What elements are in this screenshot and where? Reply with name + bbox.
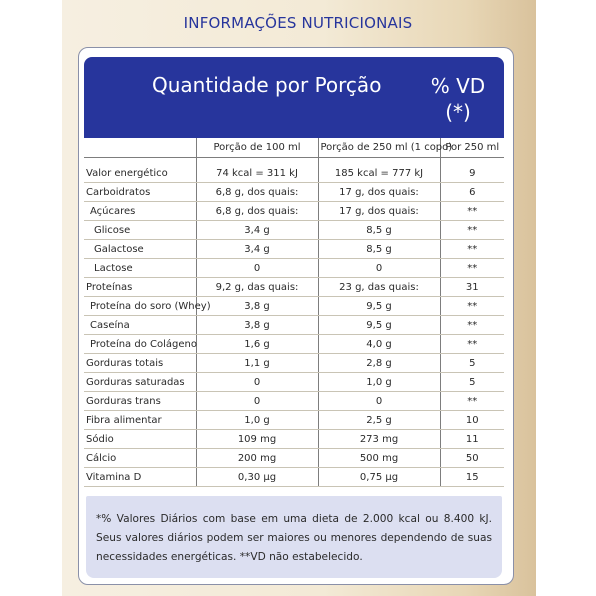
value-250ml: 8,5 g [318, 240, 440, 259]
value-100ml: 6,8 g, dos quais: [196, 183, 318, 202]
nutrient-name: Gorduras trans [84, 392, 196, 411]
footnote-box: *% Valores Diários com base em uma dieta de 2.000 kcal ou 8.400 kJ. Seus valores diários podem ser maiores ou menores dependendo de suas necessidades energéticas. **VD não estabelecido. [86, 496, 502, 578]
daily-value-percent: 9 [440, 164, 504, 183]
nutrient-row [84, 316, 504, 335]
value-250ml: 2,8 g [318, 354, 440, 373]
nutrient-name: Glicose [84, 221, 196, 240]
value-250ml: 17 g, dos quais: [318, 183, 440, 202]
nutrition-table-body [84, 164, 504, 487]
nutrient-row [84, 468, 504, 487]
nutrient-row [84, 240, 504, 259]
nutrient-row [84, 297, 504, 316]
value-100ml: 3,8 g [196, 316, 318, 335]
nutrient-name: Caseína [84, 316, 196, 335]
daily-value-percent: ** [440, 392, 504, 411]
nutrient-row [84, 392, 504, 411]
nutrient-row [84, 430, 504, 449]
value-100ml: 74 kcal = 311 kJ [196, 164, 318, 183]
value-100ml: 9,2 g, das quais: [196, 278, 318, 297]
value-100ml: 6,8 g, dos quais: [196, 202, 318, 221]
value-250ml: 8,5 g [318, 221, 440, 240]
value-100ml: 3,4 g [196, 221, 318, 240]
nutrient-row [84, 259, 504, 278]
column-header-100ml: Porção de 100 ml [196, 138, 318, 158]
value-250ml: 1,0 g [318, 373, 440, 392]
value-100ml: 109 mg [196, 430, 318, 449]
column-header-nutrient [84, 138, 196, 158]
nutrient-name: Fibra alimentar [84, 411, 196, 430]
page-title: INFORMAÇÕES NUTRICIONAIS [183, 14, 413, 32]
value-250ml: 273 mg [318, 430, 440, 449]
column-header-vd: Por 250 ml [440, 138, 504, 158]
value-250ml: 0,75 µg [318, 468, 440, 487]
value-100ml: 0 [196, 392, 318, 411]
daily-value-percent: ** [440, 202, 504, 221]
nutrient-name: Cálcio [84, 449, 196, 468]
daily-value-percent: 6 [440, 183, 504, 202]
nutrient-row [84, 449, 504, 468]
nutrient-name: Sódio [84, 430, 196, 449]
nutrient-name: Gorduras saturadas [84, 373, 196, 392]
value-250ml: 23 g, das quais: [318, 278, 440, 297]
daily-value-note: (*) [445, 100, 471, 124]
value-250ml: 0 [318, 392, 440, 411]
daily-value-percent: 11 [440, 430, 504, 449]
daily-value-percent: 31 [440, 278, 504, 297]
column-header-row [84, 138, 504, 158]
value-250ml: 9,5 g [318, 316, 440, 335]
daily-value-percent: 5 [440, 354, 504, 373]
value-100ml: 1,0 g [196, 411, 318, 430]
daily-value-percent: ** [440, 335, 504, 354]
nutrient-row [84, 373, 504, 392]
value-100ml: 0 [196, 373, 318, 392]
nutrient-row [84, 183, 504, 202]
nutrient-name: Gorduras totais [84, 354, 196, 373]
nutrient-row [84, 164, 504, 183]
nutrition-table [84, 138, 504, 487]
nutrient-name: Proteínas [84, 278, 196, 297]
value-100ml: 1,6 g [196, 335, 318, 354]
daily-value-percent: 50 [440, 449, 504, 468]
nutrient-name: Valor energético [84, 164, 196, 183]
nutrient-row [84, 411, 504, 430]
daily-value-percent: ** [440, 297, 504, 316]
nutrient-row [84, 335, 504, 354]
nutrient-row [84, 354, 504, 373]
value-250ml: 500 mg [318, 449, 440, 468]
nutrient-name: Galactose [84, 240, 196, 259]
value-250ml: 2,5 g [318, 411, 440, 430]
daily-value-label: % VD [430, 74, 486, 98]
daily-value-percent: 5 [440, 373, 504, 392]
nutrient-row [84, 278, 504, 297]
value-250ml: 9,5 g [318, 297, 440, 316]
nutrient-name: Vitamina D [84, 468, 196, 487]
value-100ml: 200 mg [196, 449, 318, 468]
value-250ml: 185 kcal = 777 kJ [318, 164, 440, 183]
nutrient-name: Proteína do Colágeno [84, 335, 196, 354]
value-100ml: 3,8 g [196, 297, 318, 316]
daily-value-percent: ** [440, 240, 504, 259]
daily-value-percent: 10 [440, 411, 504, 430]
nutrient-name: Proteína do soro (Whey) [84, 297, 196, 316]
column-header-250ml: Porção de 250 ml (1 copo) [318, 138, 440, 158]
value-250ml: 0 [318, 259, 440, 278]
daily-value-percent: ** [440, 221, 504, 240]
value-100ml: 1,1 g [196, 354, 318, 373]
daily-value-percent: 15 [440, 468, 504, 487]
nutrient-name: Lactose [84, 259, 196, 278]
nutrient-name: Carboidratos [84, 183, 196, 202]
nutrient-row [84, 221, 504, 240]
nutrition-table-wrap [84, 138, 504, 487]
value-100ml: 0 [196, 259, 318, 278]
value-100ml: 0,30 µg [196, 468, 318, 487]
nutrient-name: Açúcares [84, 202, 196, 221]
value-100ml: 3,4 g [196, 240, 318, 259]
daily-value-percent: ** [440, 316, 504, 335]
nutrient-row [84, 202, 504, 221]
daily-value-percent: ** [440, 259, 504, 278]
value-250ml: 17 g, dos quais: [318, 202, 440, 221]
daily-value-heading [420, 73, 496, 125]
value-250ml: 4,0 g [318, 335, 440, 354]
quantity-per-portion-heading: Quantidade por Porção [152, 73, 382, 97]
